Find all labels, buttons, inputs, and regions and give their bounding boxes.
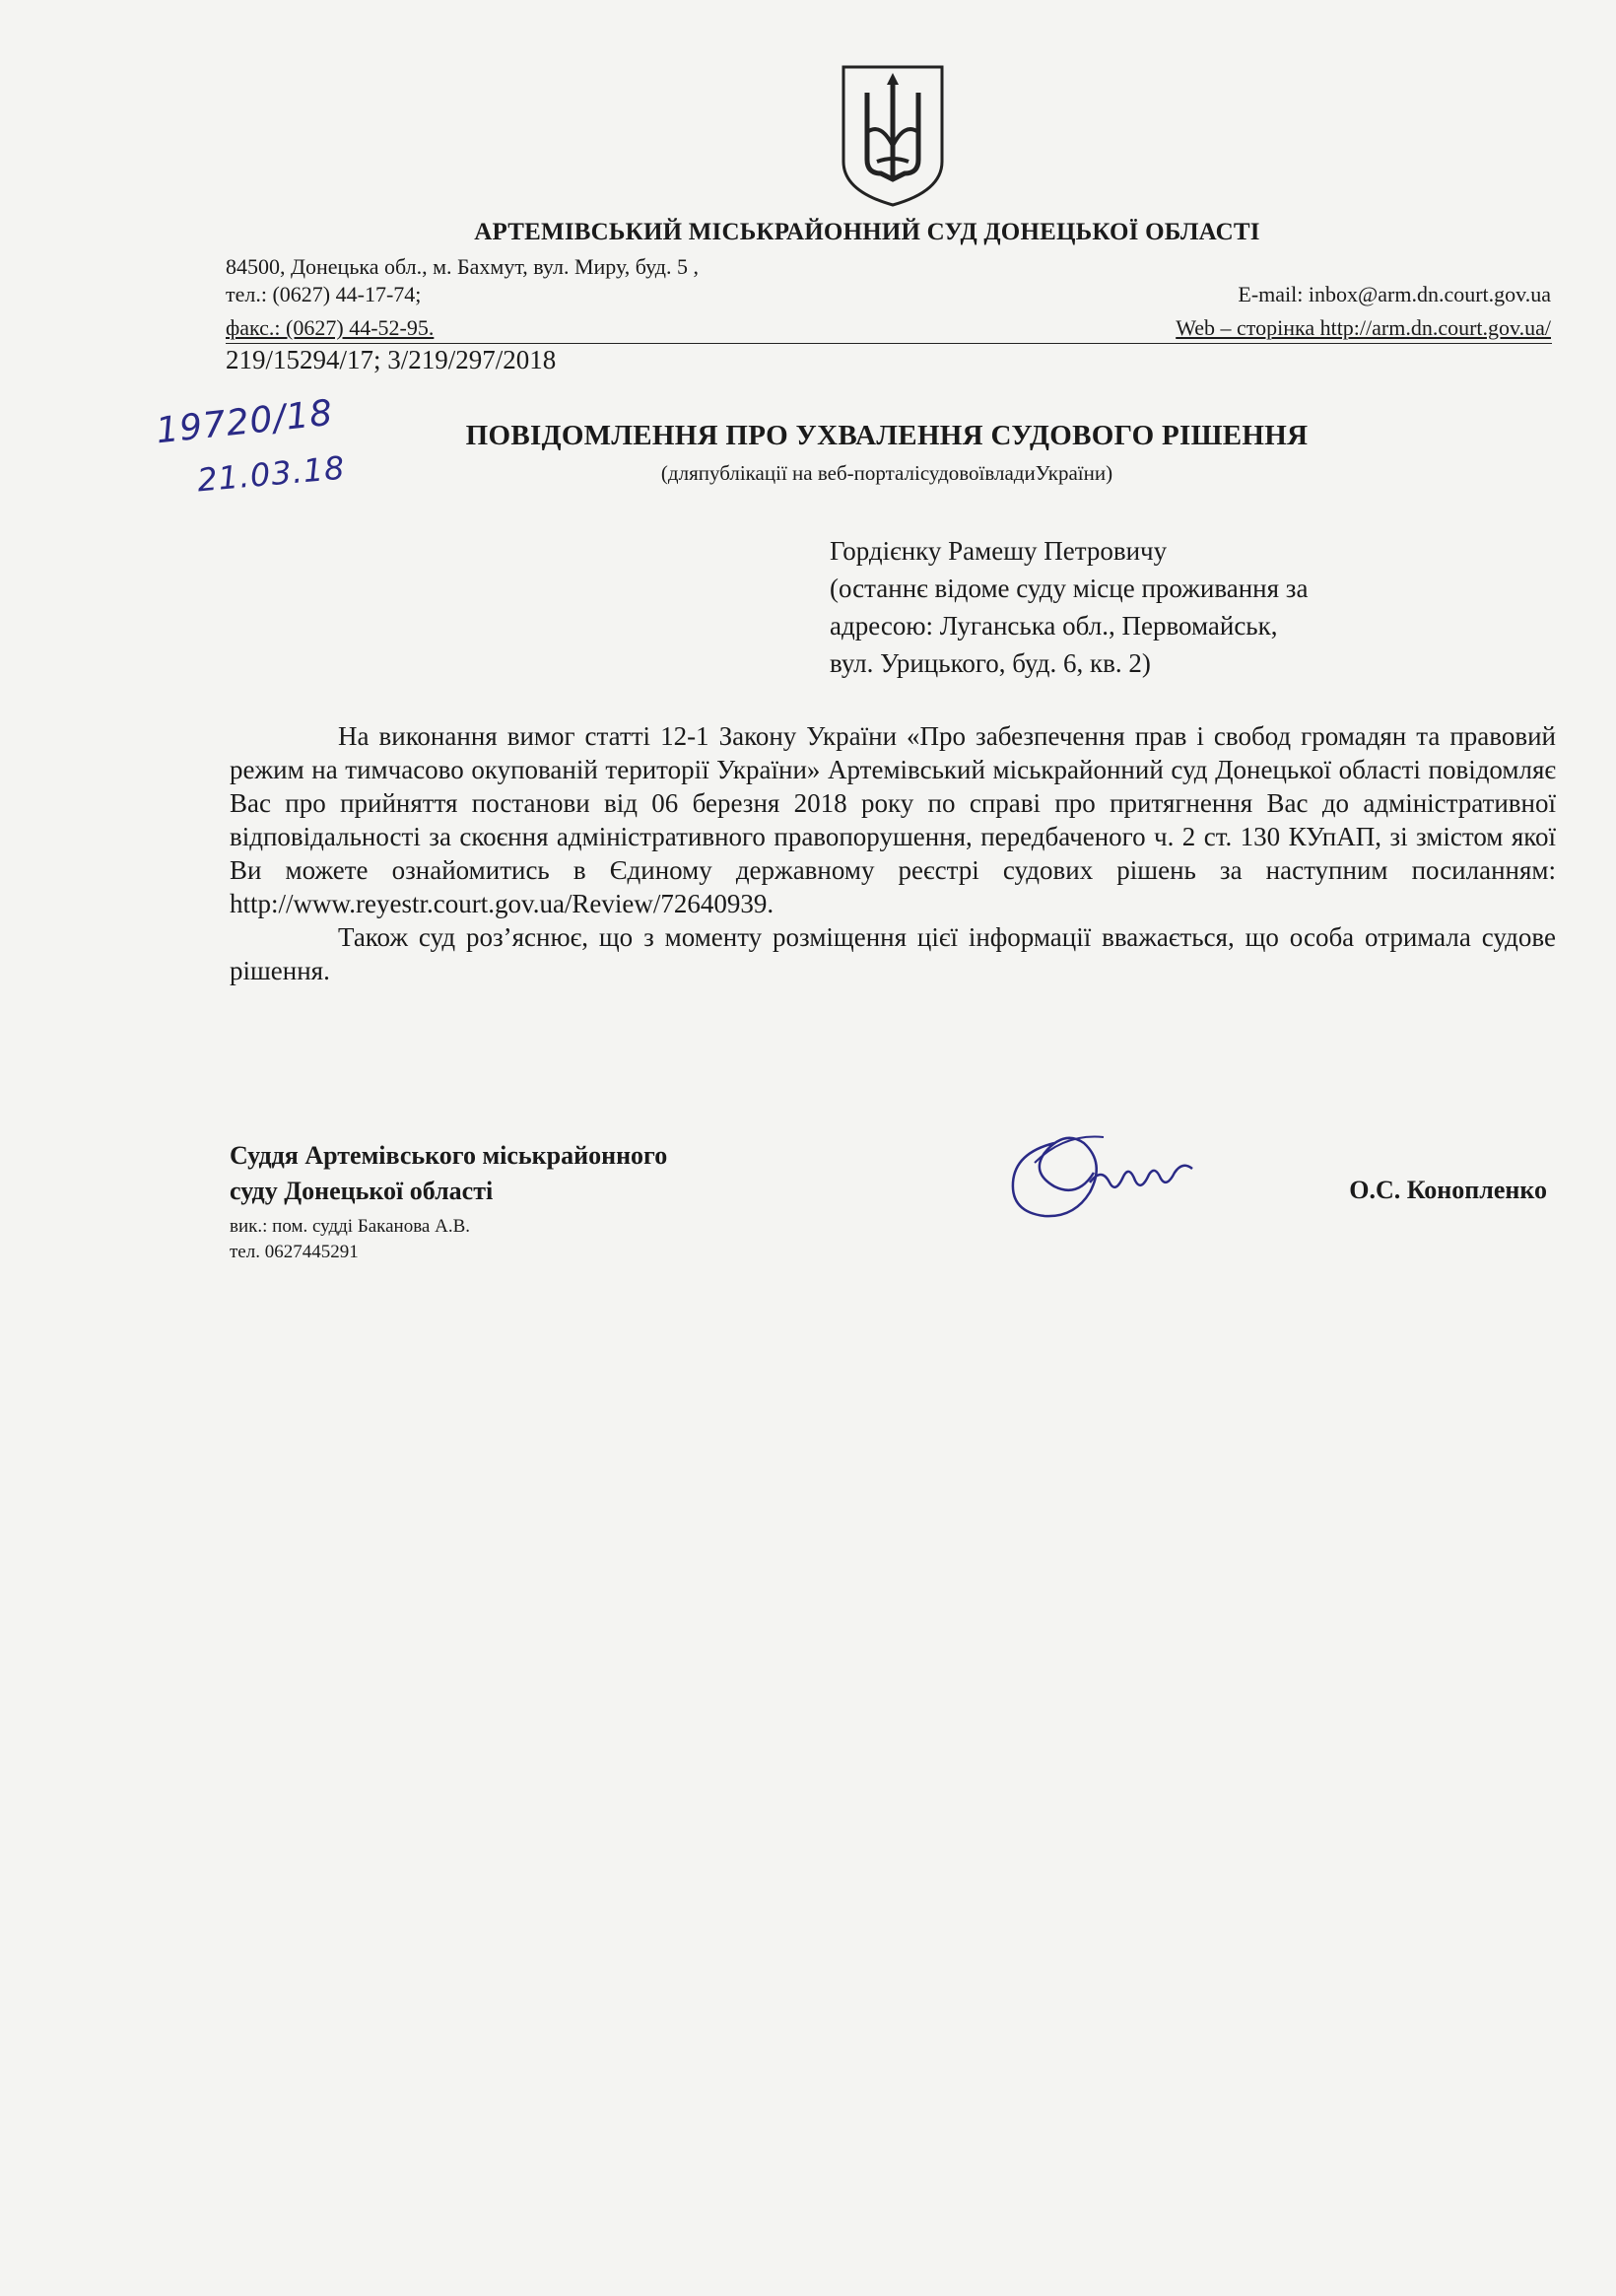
court-fax: факс.: (0627) 44-52-95.	[226, 315, 435, 340]
signatory-role-line: суду Донецької області	[230, 1177, 494, 1205]
recipient-address-line: вул. Урицького, буд. 6, кв. 2)	[830, 648, 1151, 678]
court-address: 84500, Донецька обл., м. Бахмут, вул. Миру, буд. 5 ,	[226, 254, 699, 279]
judge-name: О.С. Конопленко	[1349, 1176, 1547, 1204]
court-name: АРТЕМІВСЬКИЙ МІСЬКРАЙОННИЙ СУД ДОНЕЦЬКОЇ ОБЛАСТІ	[474, 219, 1260, 245]
body-paragraph: На виконання вимог статті 12-1 Закону України «Про забезпечення прав і свобод громадян та правовий режим на тимчасово окупованій території України» Артемівський міськрайонний суд Донецької області повідомляє Вас про прийняття постанови від 06 березня 2018 року по справі про притягнення Вас до адміністративної відповідальності за скоєння адміністративного правопорушення, передбаченого ч. 2 ст. 130 КУпАП, зі змістом якої Ви можете ознайомитись в Єдиному державному реєстрі судових рішень за наступним посиланням: http://www.reyestr.court.gov.ua/Review/72640939.	[230, 721, 1556, 918]
court-website: Web – сторінка http://arm.dn.court.gov.ua/	[1176, 315, 1551, 340]
signatory-role	[230, 1138, 667, 1209]
coat-of-arms-icon	[838, 63, 948, 209]
court-phone: тел.: (0627) 44-17-74;	[226, 282, 422, 306]
executor-phone: тел. 0627445291	[230, 1242, 359, 1262]
handwritten-registration-number: 19720/18	[154, 392, 336, 452]
executor-name: вик.: пом. судді Баканова А.В.	[230, 1216, 471, 1237]
executor-info	[230, 1214, 470, 1265]
header-divider	[226, 343, 1552, 344]
recipient-name: Гордієнку Рамешу Петровичу	[830, 536, 1168, 566]
body-paragraph: Також суд роз’яснює, що з моменту розміщення цієї інформації вважається, що особа отримала судове рішення.	[230, 922, 1556, 985]
recipient-address-line: (останнє відоме суду місце проживання за	[830, 574, 1309, 603]
signatory-role-line: Суддя Артемівського міськрайонного	[230, 1141, 668, 1170]
notice-body	[230, 719, 1556, 987]
handwritten-signature-icon	[995, 1114, 1212, 1232]
document-subtitle: (дляпублікації на веб-порталісудовоївладиУкраїни)	[660, 461, 1113, 485]
recipient-address-line: адресою: Луганська обл., Первомайськ,	[830, 611, 1278, 641]
court-email: E-mail: inbox@arm.dn.court.gov.ua	[1238, 282, 1551, 306]
document-title: ПОВІДОМЛЕННЯ ПРО УХВАЛЕННЯ СУДОВОГО РІШЕННЯ	[465, 420, 1309, 451]
case-numbers: 219/15294/17; 3/219/297/2018	[226, 345, 557, 374]
recipient-block	[830, 532, 1308, 682]
handwritten-registration-date: 21.03.18	[195, 448, 347, 500]
